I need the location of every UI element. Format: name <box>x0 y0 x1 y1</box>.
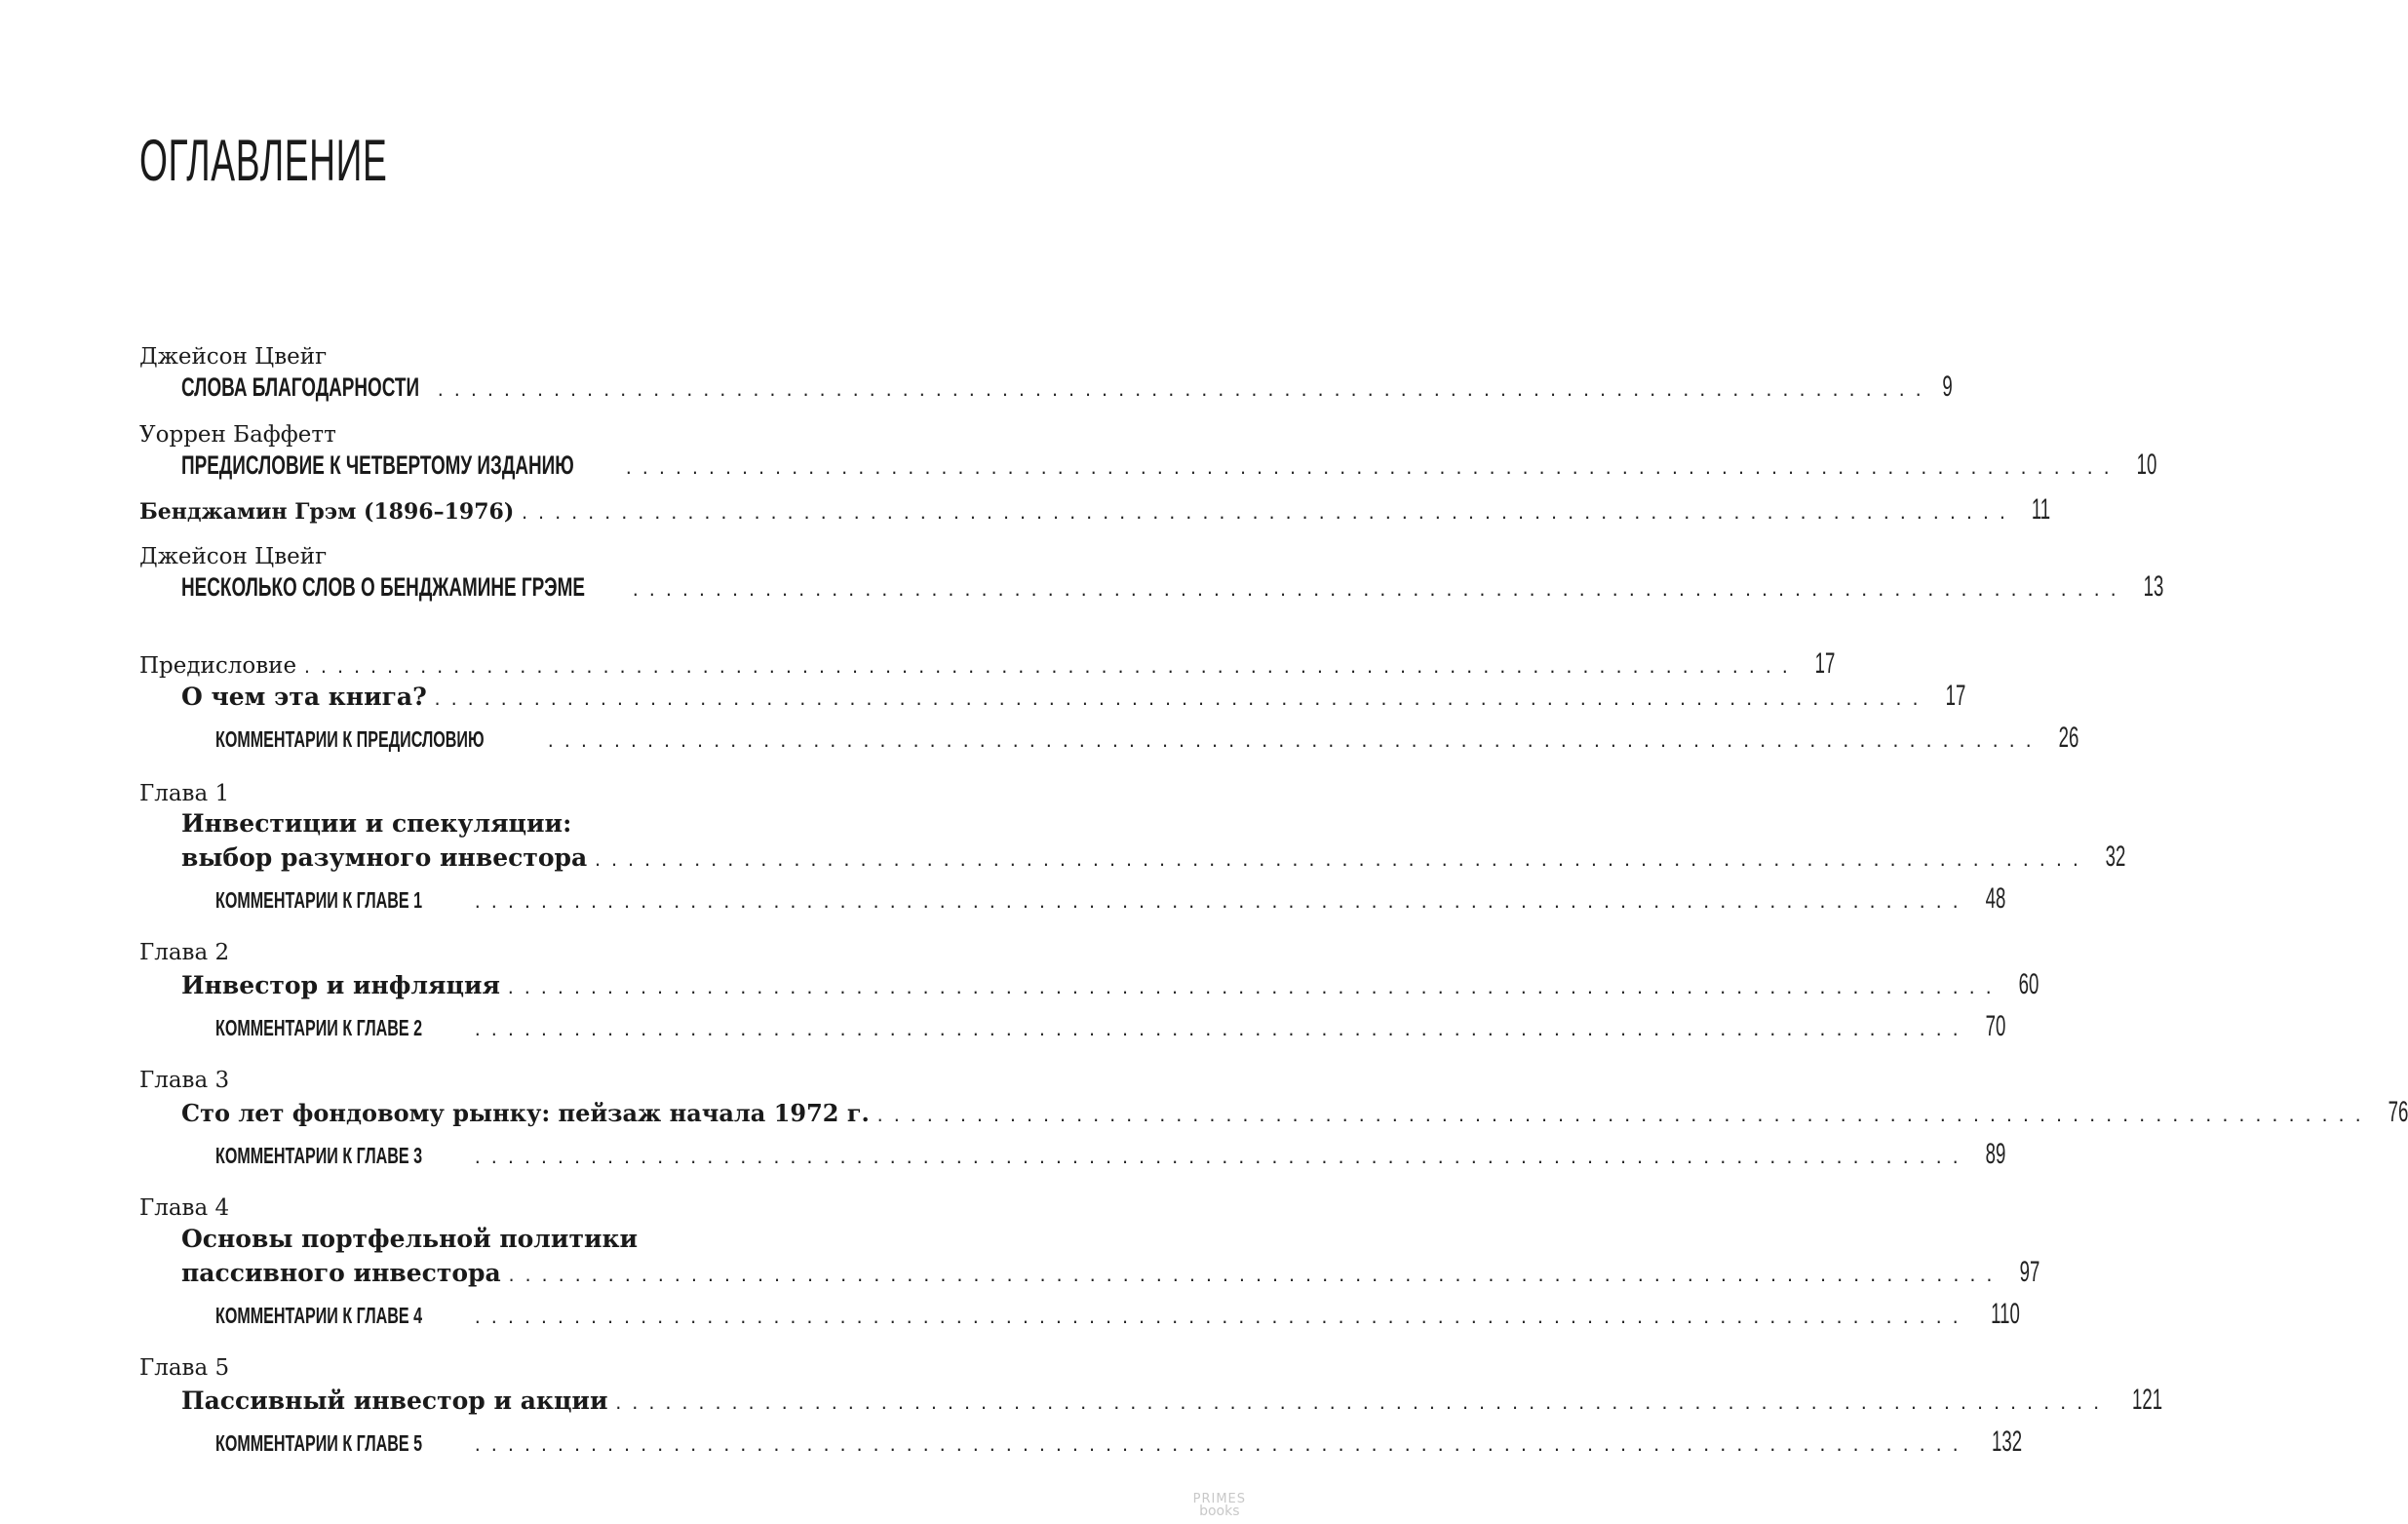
page-number: 9 <box>1942 371 1953 403</box>
dot-leader: .......................................................................................... <box>505 979 2000 997</box>
toc-entry[interactable] <box>181 1384 2163 1417</box>
page-number: 17 <box>1945 680 1966 712</box>
page-number: 110 <box>1991 1298 2020 1330</box>
dot-leader: .......................................................................................... <box>613 1394 2109 1413</box>
dot-leader: .......................................................................................... <box>473 1309 1967 1327</box>
dot-leader: .......................................................................................... <box>473 1436 1967 1455</box>
entry-author: Джейсон Цвейг <box>139 344 328 370</box>
page-number: 89 <box>1985 1138 2006 1170</box>
page-number: 48 <box>1985 882 2006 915</box>
watermark-line: books <box>1199 1504 1240 1519</box>
watermark-line: PRIMES <box>1192 1492 1246 1506</box>
entry-title: КОММЕНТАРИИ К ГЛАВЕ 1 <box>215 887 423 913</box>
entry-title: НЕСКОЛЬКО СЛОВ О БЕНДЖАМИНЕ ГРЭМЕ <box>181 572 585 602</box>
toc-entry[interactable] <box>181 1256 2040 1289</box>
page-number: 60 <box>2018 968 2039 1000</box>
toc-entry[interactable] <box>139 647 1836 681</box>
toc-entry[interactable] <box>215 1298 2020 1331</box>
dot-leader: .......................................................................................... <box>624 459 2118 478</box>
chapter-label: Глава 3 <box>139 1068 230 1093</box>
dot-leader: .......................................................................................... <box>473 1021 1967 1039</box>
page-number: 97 <box>2019 1256 2040 1288</box>
chapter-label: Глава 4 <box>139 1195 230 1221</box>
entry-title: Предисловие <box>139 653 297 679</box>
dot-leader: .......................................................................................... <box>473 1149 1967 1167</box>
toc-entry[interactable] <box>215 1138 2006 1171</box>
entry-title: КОММЕНТАРИИ К ГЛАВЕ 5 <box>215 1430 423 1456</box>
dot-leader: .......................................................................................... <box>302 658 1798 677</box>
chapter-title-line: Инвестиции и спекуляции: <box>181 809 572 838</box>
chapter-label: Глава 5 <box>139 1355 230 1381</box>
dot-leader: .......................................................................................... <box>874 1107 2370 1125</box>
entry-title: выбор разумного инвестора <box>181 843 588 872</box>
dot-leader: .......................................................................................... <box>473 893 1967 912</box>
entry-title: КОММЕНТАРИИ К ГЛАВЕ 4 <box>215 1303 423 1328</box>
entry-author: Уоррен Баффетт <box>139 422 336 448</box>
entry-title: КОММЕНТАРИИ К ПРЕДИСЛОВИЮ <box>215 726 485 752</box>
entry-title: Пассивный инвестор и акции <box>181 1387 608 1415</box>
dot-leader: .......................................................................................... <box>432 690 1927 709</box>
page-number: 132 <box>1991 1426 2023 1458</box>
toc-entry[interactable] <box>181 1096 2408 1129</box>
chapter-label: Глава 1 <box>139 781 230 806</box>
dot-leader: .......................................................................................... <box>506 1267 2001 1285</box>
toc-entry[interactable] <box>215 882 2006 916</box>
dot-leader: .......................................................................................... <box>520 504 2015 523</box>
toc-entry[interactable] <box>181 371 1953 406</box>
entry-title: Инвестор и инфляция <box>181 971 500 999</box>
toc-entry[interactable] <box>181 570 2164 606</box>
entry-author: Джейсон Цвейг <box>139 544 328 569</box>
dot-leader: .......................................................................................... <box>546 732 2040 751</box>
entry-title: КОММЕНТАРИИ К ГЛАВЕ 2 <box>215 1015 423 1040</box>
toc-entry[interactable] <box>181 449 2157 484</box>
page-number: 13 <box>2143 570 2164 603</box>
entry-title: Сто лет фондовому рынку: пейзаж начала 1972 г. <box>181 1099 870 1127</box>
dot-leader: .......................................................................................... <box>593 851 2088 870</box>
entry-title: пассивного инвестора <box>181 1259 501 1287</box>
page-number: 26 <box>2058 722 2079 754</box>
publisher-watermark <box>1193 1493 1246 1518</box>
page-number: 121 <box>2132 1384 2163 1416</box>
page-title: ОГЛАВЛЕНИЕ <box>139 128 388 193</box>
entry-title: О чем эта книга? <box>181 683 427 711</box>
chapter-title-line: Основы портфельной политики <box>181 1225 639 1253</box>
toc-entry[interactable] <box>139 493 2051 528</box>
toc-entry[interactable] <box>215 1010 2006 1043</box>
dot-leader: .......................................................................................... <box>436 381 1930 400</box>
page-number: 10 <box>2136 449 2157 481</box>
toc-entry[interactable] <box>215 722 2079 755</box>
page-number: 17 <box>1814 647 1836 680</box>
entry-title: ПРЕДИСЛОВИЕ К ЧЕТВЕРТОМУ ИЗДАНИЮ <box>181 450 574 480</box>
page-number: 32 <box>2105 840 2126 873</box>
toc-entry[interactable] <box>181 840 2126 874</box>
page-number: 76 <box>2388 1096 2408 1128</box>
toc-entry[interactable] <box>181 680 1966 713</box>
entry-title: КОММЕНТАРИИ К ГЛАВЕ 3 <box>215 1143 423 1168</box>
page-number: 70 <box>1985 1010 2006 1042</box>
toc-entry[interactable] <box>181 968 2039 1001</box>
dot-leader: .......................................................................................... <box>631 581 2125 600</box>
chapter-label: Глава 2 <box>139 940 230 965</box>
page-number: 11 <box>2032 493 2051 526</box>
toc-entry[interactable] <box>215 1426 2023 1459</box>
entry-title: Бенджамин Грэм (1896–1976) <box>139 499 515 525</box>
entry-title: СЛОВА БЛАГОДАРНОСТИ <box>181 372 420 402</box>
